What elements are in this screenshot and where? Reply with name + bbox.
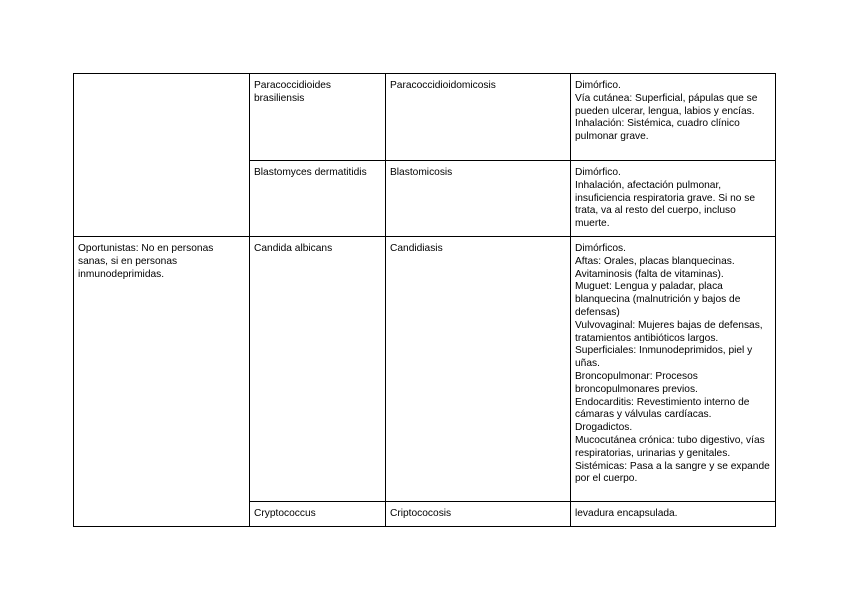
description-line: Mucocutánea crónica: tubo digestivo, vías respiratorias, urinarias y genitales. — [575, 434, 765, 459]
description-line: Inhalación, afectación pulmonar, insuficiencia respiratoria grave. Si no se trata, va al resto del cuerpo, incluso muerte. — [575, 179, 756, 230]
group-cell: Oportunistas: No en personas sanas, si en personas inmunodeprimidas. — [74, 236, 250, 526]
disease-cell: Candidiasis — [386, 236, 571, 501]
description-line: Dimórfico. — [575, 80, 621, 91]
table-row — [74, 236, 776, 501]
disease-cell: Criptococosis — [386, 501, 571, 526]
description-line: Superficiales: Inmunodeprimidos, piel y uñas. — [575, 345, 753, 370]
organism-cell: Paracoccidioides brasiliensis — [250, 74, 386, 161]
organism-cell: Blastomyces dermatitidis — [250, 161, 386, 237]
description-cell — [571, 236, 776, 501]
description-cell — [571, 501, 776, 526]
description-line: Vía cutánea: Superficial, pápulas que se pueden ulcerar, lengua, labios y encías. — [575, 92, 758, 117]
disease-cell: Paracoccidioidomicosis — [386, 74, 571, 161]
fungi-table — [73, 73, 776, 527]
organism-cell: Cryptococcus — [250, 501, 386, 526]
description-line: Muguet: Lengua y paladar, placa blanquecina (malnutrición y bajos de defensas) — [575, 281, 741, 318]
description-line: Dimórficos. — [575, 242, 626, 254]
description-line: levadura encapsulada. — [575, 507, 678, 519]
disease-cell: Blastomicosis — [386, 161, 571, 237]
description-line: Inhalación: Sistémica, cuadro clínico pulmonar grave. — [575, 118, 740, 143]
description-line: Vulvovaginal: Mujeres bajas de defensas, tratamientos antibióticos largos. — [575, 319, 763, 344]
description-line: Aftas: Orales, placas blanquecinas. — [575, 255, 735, 267]
description-line: Endocarditis: Revestimiento interno de cámaras y válvulas cardíacas. Drogadictos. — [575, 396, 750, 434]
description-cell — [571, 74, 776, 161]
description-line: Broncopulmonar: Procesos broncopulmonares previos. — [575, 370, 698, 395]
description-cell — [571, 161, 776, 237]
group-cell — [74, 74, 250, 237]
description-line: Dimórfico. — [575, 167, 621, 178]
table-row — [74, 74, 776, 161]
description-line: Avitaminosis (falta de vitaminas). — [575, 268, 724, 280]
organism-cell: Candida albicans — [250, 236, 386, 501]
description-line: Sistémicas: Pasa a la sangre y se expande por el cuerpo. — [575, 460, 770, 485]
